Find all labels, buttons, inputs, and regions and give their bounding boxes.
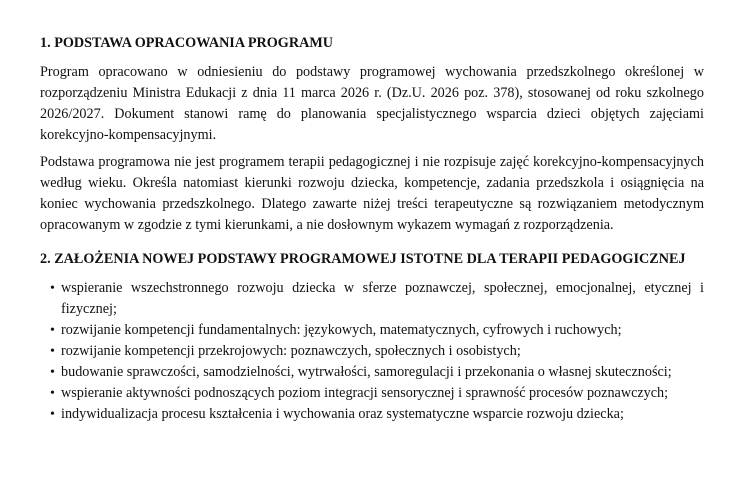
bullet-icon: • xyxy=(50,323,55,338)
list-item xyxy=(40,341,704,362)
list-item-text: budowanie sprawczości, samodzielności, wytrwałości, samoregulacji i przekonania o własnej skuteczności; xyxy=(61,364,672,380)
section-1-paragraph-2: Podstawa programowa nie jest programem terapii pedagogicznej i nie rozpisuje zajęć korekcyjno-kompensacyjnych według wieku. Określa natomiast kierunki rozwoju dziecka, kompetencje, zadania przedszkola i osiągnięcia na koniec wychowania przedszkolnego. Dlatego zawarte niżej treści terapeutyczne są rozwiązaniem metodycznym opracowanym w zgodzie z tymi kierunkami, a nie dosłownym wykazem wymagań z rozporządzenia. xyxy=(40,154,704,233)
list-item-text: rozwijanie kompetencji przekrojowych: poznawczych, społecznych i osobistych; xyxy=(61,343,521,359)
list-item xyxy=(40,278,704,320)
bullet-icon: • xyxy=(50,281,55,296)
bullet-icon: • xyxy=(50,365,55,380)
document-page xyxy=(40,34,704,425)
list-item-text: wspieranie aktywności podnoszących poziom integracji sensorycznej i sprawność procesów poznawczych; xyxy=(61,385,669,401)
assumptions-list xyxy=(40,278,704,425)
section-1-heading: 1. PODSTAWA OPRACOWANIA PROGRAMU xyxy=(40,35,333,51)
list-item-text: indywidualizacja procesu kształcenia i wychowania oraz systematyczne wsparcie rozwoju dziecka; xyxy=(61,406,624,422)
bullet-icon: • xyxy=(50,344,55,359)
section-2-heading: 2. ZAŁOŻENIA NOWEJ PODSTAWY PROGRAMOWEJ ISTOTNE DLA TERAPII PEDAGOGICZNEJ xyxy=(40,251,686,267)
list-item-text: rozwijanie kompetencji fundamentalnych: językowych, matematycznych, cyfrowych i ruchowych; xyxy=(61,322,622,338)
section-1-paragraph-1: Program opracowano w odniesieniu do podstawy programowej wychowania przedszkolnego określonej w rozporządzeniu Ministra Edukacji z dnia 11 marca 2026 r. (Dz.U. 2026 poz. 378), stosowanej od roku szkolnego 2026/2027. Dokument stanowi ramę do planowania specjalistycznego wsparcia dzieci objętych zajęciami korekcyjno-kompensacyjnymi. xyxy=(40,64,704,143)
list-item-text: wspieranie wszechstronnego rozwoju dziecka w sferze poznawczej, społecznej, emocjonalnej, etycznej i fizycznej; xyxy=(61,280,704,317)
bullet-icon: • xyxy=(50,386,55,401)
bullet-icon: • xyxy=(50,407,55,422)
list-item xyxy=(40,383,704,404)
list-item xyxy=(40,362,704,383)
list-item xyxy=(40,320,704,341)
list-item xyxy=(40,404,704,425)
